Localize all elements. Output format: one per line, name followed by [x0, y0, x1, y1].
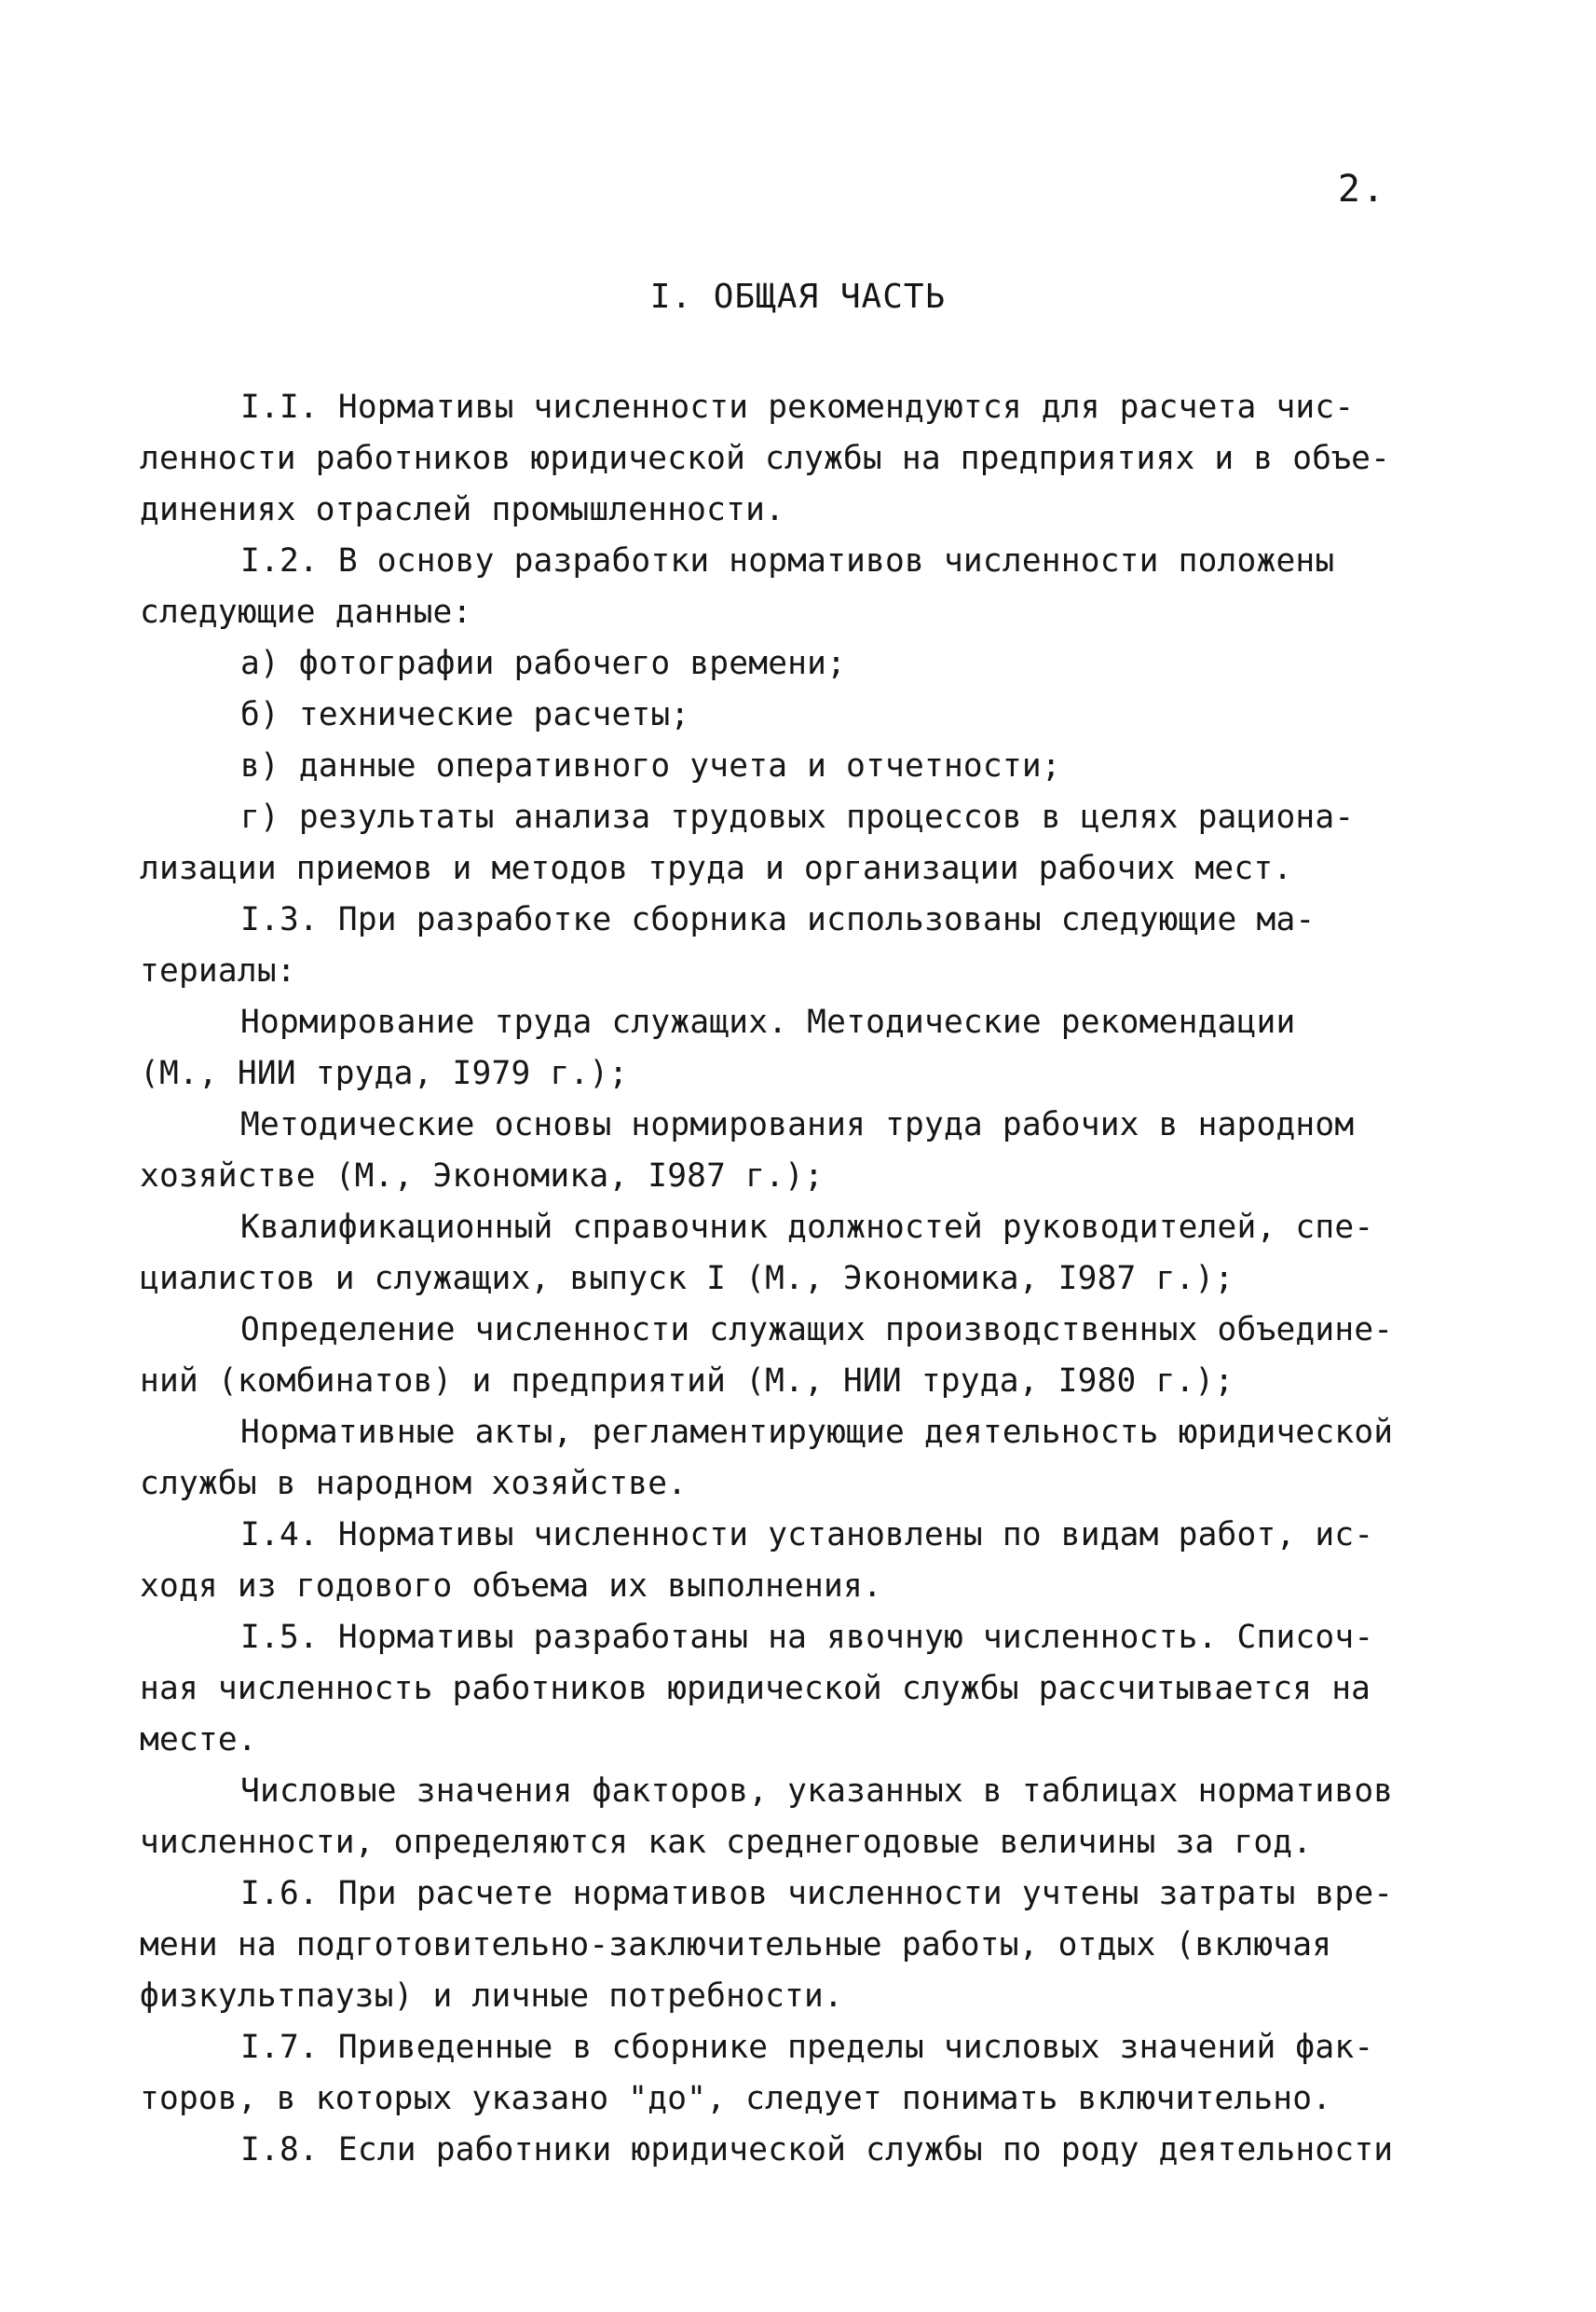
text-line: I.2. В основу разработки нормативов численности положены — [240, 542, 1335, 580]
text-line: ная численность работников юридической службы рассчитывается на — [140, 1670, 1371, 1707]
text-line: ходя из годового объема их выполнения. — [140, 1567, 882, 1605]
text-line: Числовые значения факторов, указанных в таблицах нормативов — [240, 1772, 1394, 1810]
text-line: циалистов и служащих, выпуск I (М., Экономика, I987 г.); — [140, 1260, 1235, 1297]
text-line: териалы: — [140, 952, 296, 990]
body-text — [140, 382, 1481, 2176]
text-line: Нормативные акты, регламентирующие деятельность юридической — [240, 1414, 1394, 1451]
text-line: Квалификационный справочник должностей руководителей, спе- — [240, 1209, 1374, 1246]
text-line: I.4. Нормативы численности установлены по видам работ, ис- — [240, 1516, 1374, 1553]
text-line: I.8. Если работники юридической службы по роду деятельности — [240, 2131, 1394, 2168]
text-line: б) технические расчеты; — [240, 696, 690, 733]
text-line: I.7. Приведенные в сборнике пределы числовых значений фак- — [240, 2029, 1374, 2066]
text-line: I.6. При расчете нормативов численности учтены затраты вре- — [240, 1875, 1394, 1912]
section-heading: I. ОБЩАЯ ЧАСТЬ — [649, 278, 947, 316]
text-line: ленности работников юридической службы на предприятиях и в объе- — [140, 440, 1391, 477]
text-line: месте. — [140, 1721, 257, 1758]
text-line: торов, в которых указано "до", следует понимать включительно. — [140, 2080, 1332, 2117]
text-line: мени на подготовительно-заключительные работы, отдых (включая — [140, 1926, 1332, 1963]
page-number: 2. — [1337, 168, 1386, 211]
text-line: службы в народном хозяйстве. — [140, 1465, 688, 1502]
text-line: I.3. При разработке сборника использованы следующие ма- — [240, 901, 1316, 938]
text-line: Методические основы нормирования труда рабочих в народном — [240, 1106, 1355, 1143]
text-line: лизации приемов и методов труда и организации рабочих мест. — [140, 850, 1293, 887]
text-line: а) фотографии рабочего времени; — [240, 645, 847, 682]
text-line: ний (комбинатов) и предприятий (М., НИИ труда, I980 г.); — [140, 1362, 1235, 1400]
text-line: I.I. Нормативы численности рекомендуются для расчета чис- — [240, 389, 1355, 426]
text-line: (М., НИИ труда, I979 г.); — [140, 1055, 629, 1092]
text-line: в) данные оперативного учета и отчетности; — [240, 747, 1061, 785]
text-line: I.5. Нормативы разработаны на явочную численность. Списоч- — [240, 1619, 1374, 1656]
text-line: Нормирование труда служащих. Методические рекомендации — [240, 1004, 1296, 1041]
text-line: следующие данные: — [140, 594, 472, 631]
text-line: физкультпаузы) и личные потребности. — [140, 1977, 843, 2015]
text-line: динениях отраслей промышленности. — [140, 491, 785, 528]
text-line: г) результаты анализа трудовых процессов в целях рациона- — [240, 799, 1355, 836]
text-line: Определение численности служащих производственных объедине- — [240, 1311, 1394, 1348]
text-line: численности, определяются как среднегодовые величины за год. — [140, 1824, 1313, 1861]
text-line: хозяйстве (М., Экономика, I987 г.); — [140, 1157, 824, 1195]
